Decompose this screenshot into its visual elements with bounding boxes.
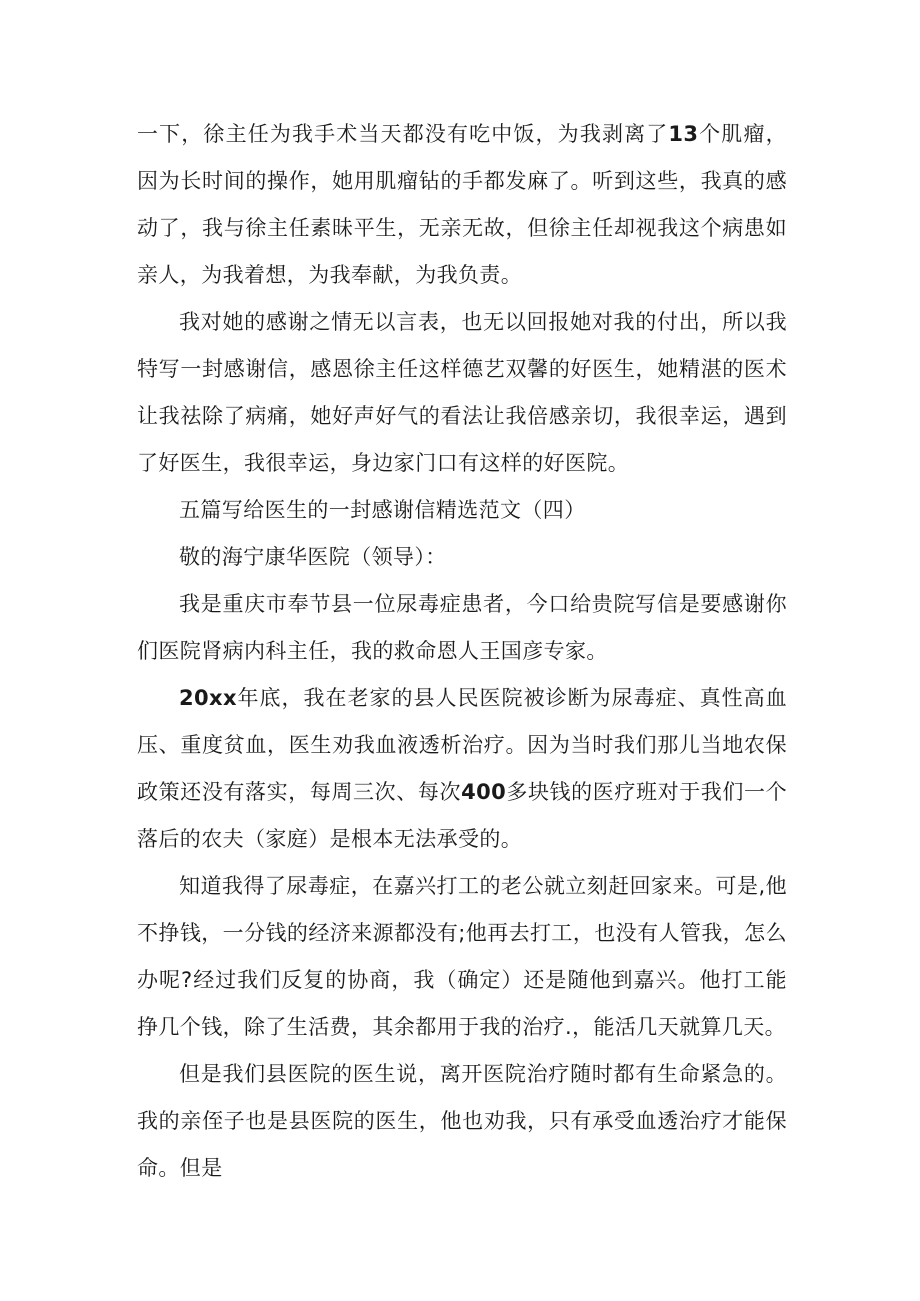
paragraph-6-text-a: 年底，我在老家的县人民医院被诊断为尿毒症、真性高血压、重度贫血，医生劝我血液透析治疗。因为当时我们那儿当地农保政策还没有落实，每周三次、每次 [137,686,787,804]
paragraph-5 [137,581,787,675]
paragraph-2-text: 我对她的感谢之情无以言表，也无以回报她对我的付出，所以我特写一封感谢信，感恩徐主任这样德艺双馨的好医生，她精湛的医术让我祛除了病痛，她好声好气的看法让我倍感亲切，我很幸运，遇到了好医生，我很幸运，身边家门口有这样的好医院。 [137,310,787,475]
paragraph-1-text-b: 个肌瘤，因为长时间的操作，她用肌瘤钻的手都发麻了。听到这些，我真的感动了，我与徐主任素昧平生，无亲无故，但徐主任却视我这个病患如亲人，为我着想，为我奉献，为我负责。 [137,122,787,287]
paragraph-1-text-a: 一下，徐主任为我手术当天都没有吃中饭，为我剥离了 [137,122,669,146]
paragraph-7-text: 知道我得了尿毒症，在嘉兴打工的老公就立刻赶回家来。可是,他不挣钱，一分钱的经济来源都没有;他再去打工，也没有人管我，怎么办呢?经过我们反复的协商，我（确定）还是随他到嘉兴。他打工能挣几个钱，除了生活费，其余都用于我的治疗.，能活几天就算几天。 [137,874,787,1039]
letter-salutation [137,534,787,581]
paragraph-6-text-b: 多块钱的医疗班对于我们一个落后的农夫（家庭）是根本无法承受的。 [137,780,788,851]
section-heading [137,487,787,534]
paragraph-1 [137,111,787,299]
section-heading-text: 五篇写给医生的一封感谢信精选范文（四） [179,498,586,522]
document-body [137,111,787,1192]
paragraph-8 [137,1051,787,1192]
paragraph-6 [137,675,787,863]
paragraph-1-number: 13 [668,122,699,146]
paragraph-6-year: 20xx [179,686,237,710]
paragraph-8-text: 但是我们县医院的医生说，离开医院治疗随时都有生命紧急的。我的亲侄子也是县医院的医生，他也劝我，只有承受血透治疗才能保命。但是 [137,1062,787,1180]
paragraph-2 [137,299,787,487]
letter-salutation-text: 敬的海宁康华医院（领导）： [179,545,447,569]
paragraph-7 [137,863,787,1051]
paragraph-5-text: 我是重庆市奉节县一位尿毒症患者，今口给贵院写信是要感谢你们医院肾病内科主任，我的救命恩人王国彦专家。 [137,592,787,663]
paragraph-6-number: 400 [461,780,507,804]
